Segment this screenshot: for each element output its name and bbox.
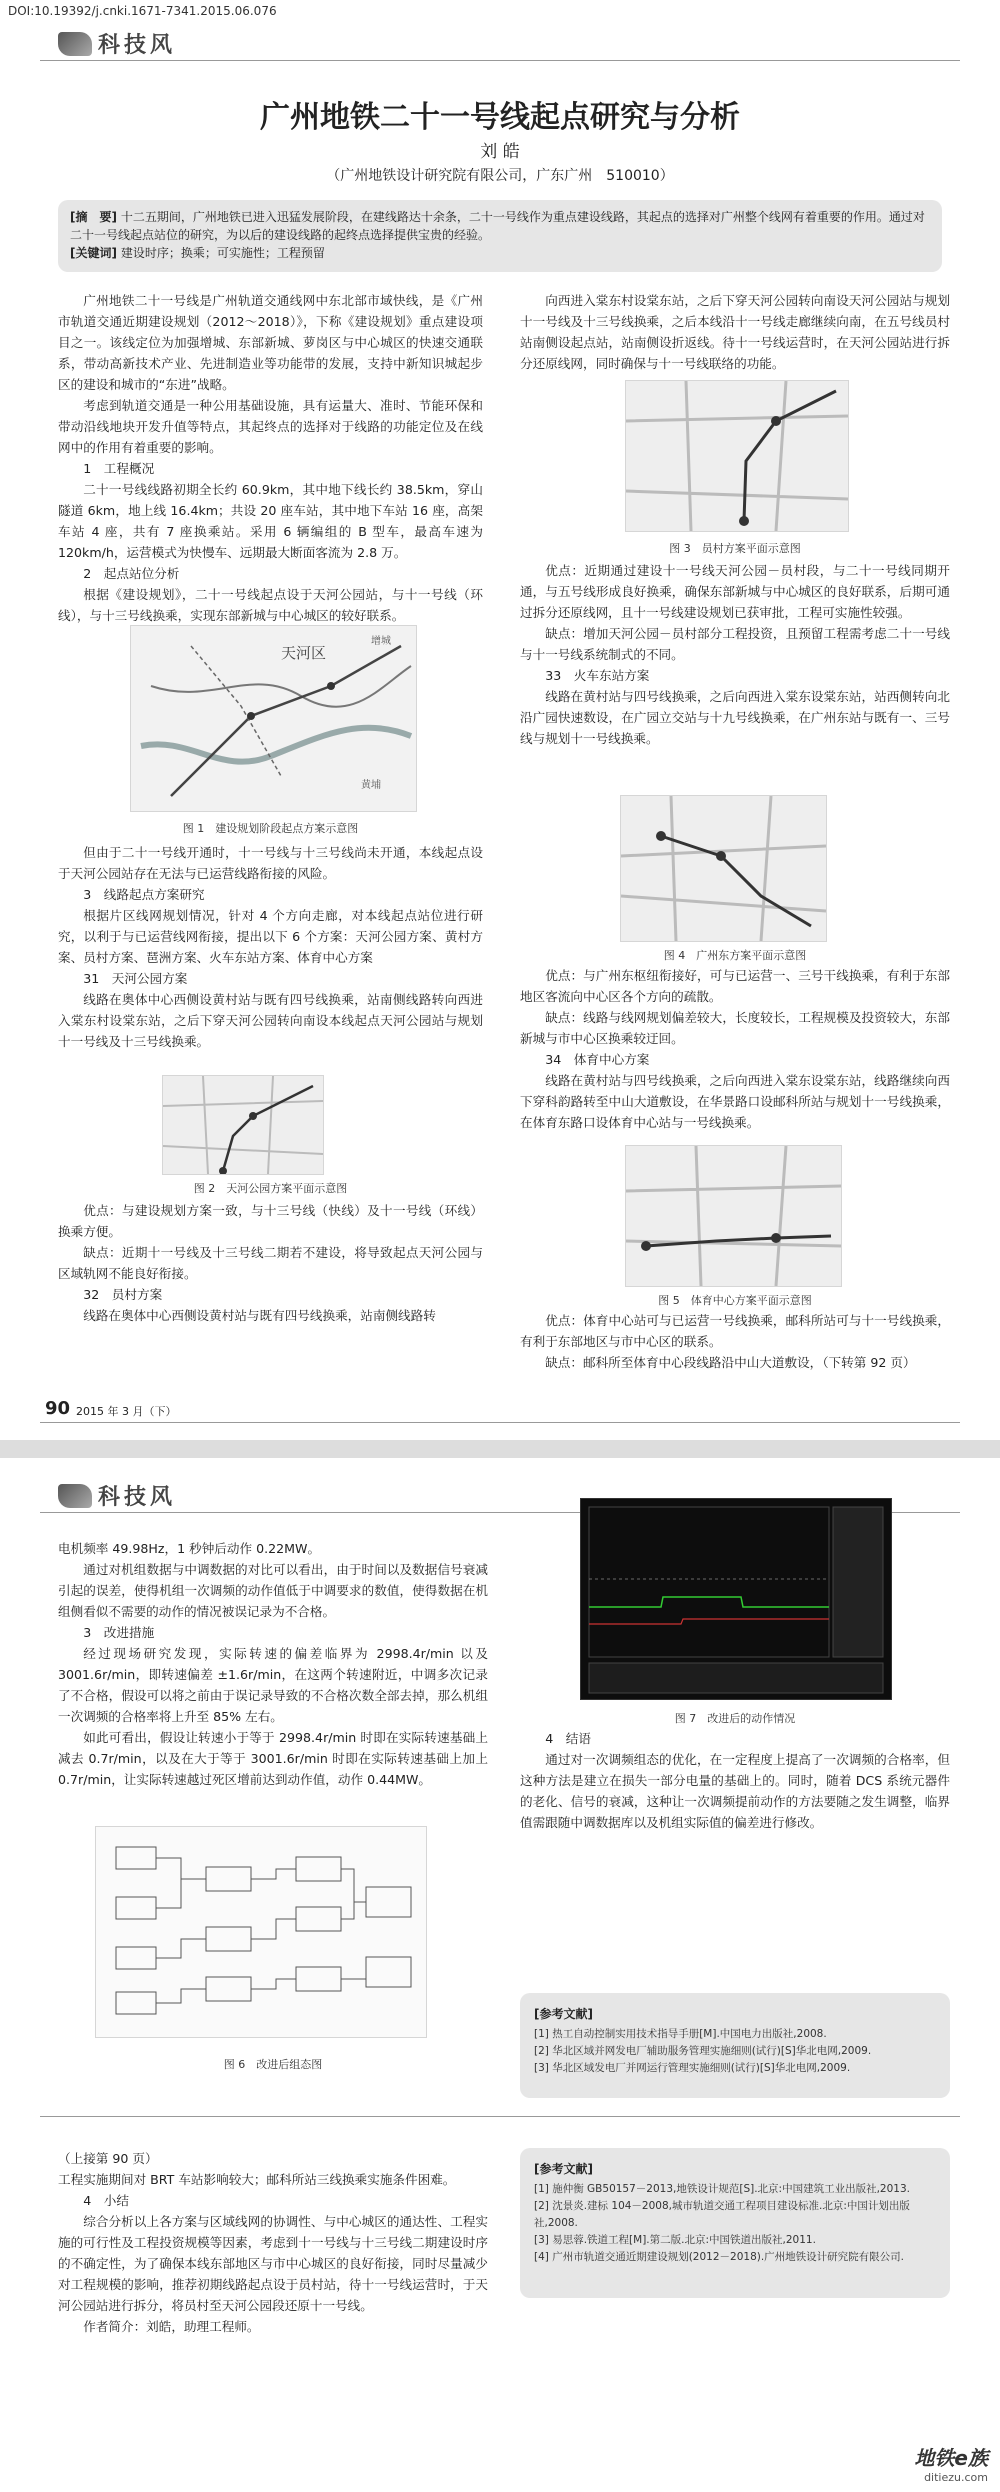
figure-4-map (620, 795, 827, 942)
paragraph: 优点：与广州东枢纽衔接好，可与已运营一、三号干线换乘，有利于东部地区客流向中心区各个方向的疏散。 (520, 968, 950, 1004)
figure-5-caption: 图 5 体育中心方案平面示意图 (658, 1294, 812, 1307)
abstract-text: 十二五期间，广州地铁已进入迅猛发展阶段，在建线路达十余条，二十一号线作为重点建设线路，其起点的选择对广州整个线网有着重要的作用。通过对二十一号线起点站位的研究，为以后的建设线路的起终点选择提供宝贵的经验。 (70, 210, 925, 242)
paragraph: 通过对一次调频组态的优化，在一定程度上提高了一次调频的合格率，但这种方法是建立在损失一部分电量的基础上的。同时，随着 DCS 系统元器件的老化、信号的衰减，这种让一次调频提前动作的方法要随之发生调整，临界值需跟随中调数据库以及机组实际值的偏差进行修改。 (520, 1752, 950, 1830)
paragraph: 电机频率 49.98Hz，1 秒钟后动作 0.22MW。 (58, 1541, 321, 1556)
paragraph: 优点：近期通过建设十一号线天河公园－员村段，与二十一号线同期开通，与五号线形成良好换乘，确保东部新城与中心城区的良好联系，后期可通过拆分还原线网，且十一号线建设规划已获审批，工程可实施性较强。 (520, 563, 950, 620)
logo-mark-icon (58, 32, 92, 56)
author-bio: 作者简介：刘皓，助理工程师。 (83, 2319, 260, 2334)
paragraph: 线路在黄村站与四号线换乘，之后向西进入棠东设棠东站，站西侧转向北沿广园快速数设，在广园立交站与十九号线换乘，在广州东站与既有一、三号线与规划十一号线换乘。 (520, 689, 950, 746)
left-column-3 (58, 1200, 483, 1326)
map-2-graphic (163, 1076, 323, 1174)
figure-2-map (162, 1075, 324, 1175)
paragraph: 通过对机组数据与中调数据的对比可以看出，由于时间以及数据信号衰减引起的误差，使得机组一次调频的动作值低于中调要求的数值，使得数据在机组侧看似不需要的动作的情况被误记录为不合格。 (58, 1562, 488, 1619)
references-box-2 (520, 2148, 950, 2298)
paragraph: 二十一号线线路初期全长约 60.9km，其中地下线长约 38.5km，穿山隧道 6km，地上线 16.4km；共设 20 座车站，其中地下车站 16 座，高架车站 4 座，共有 7 座换乘站。采用 6 辆编组的 B 型车，最高车速为 120km/h，运营模式为快慢车、远期最大断面客流为 2.8 万。 (58, 482, 483, 560)
figure-3-caption: 图 3 员村方案平面示意图 (669, 542, 801, 555)
doi-line: DOI:10.19392/j.cnki.1671-7341.2015.06.076 (8, 4, 277, 18)
section-heading: 31 天河公园方案 (83, 971, 188, 986)
continuation-label: （上接第 90 页） (58, 2151, 158, 2166)
watermark (914, 2442, 988, 2484)
map1-label-zengcheng: 增城 (371, 636, 391, 647)
map-3-graphic (626, 381, 848, 531)
continuation-column (58, 2148, 488, 2337)
article-title: 广州地铁二十一号线起点研究与分析 (260, 100, 740, 135)
paragraph: 如此可看出，假设让转速小于等于 2998.4r/min 时即在实际转速基础上减去 0.7r/min，以及在大于等于 3001.6r/min 时即在实际转速基础上加上 0.7r/min，让实际转速越过死区增前达到动作值，动作 0.44MW。 (58, 1730, 488, 1787)
section-heading: 32 员村方案 (83, 1287, 163, 1302)
page-2 (0, 1458, 1000, 2492)
section-heading: 34 体育中心方案 (545, 1052, 650, 1067)
header-rule (40, 60, 960, 61)
p2-left-column (58, 1538, 488, 1790)
watermark-url: ditiezu.com (924, 2471, 988, 2484)
logo-mark-icon (58, 1484, 92, 1508)
section-heading: 33 火车东站方案 (545, 668, 650, 683)
author: 刘 皓 (480, 142, 520, 162)
reference-item: [3] 华北区域发电厂并网运行管理实施细则(试行)[S]华北电网,2009. (534, 2062, 851, 2074)
paragraph: 优点：体育中心站可与已运营一号线换乘，邮科所站可与十一号线换乘，有利于东部地区与市中心区的联系。 (520, 1313, 950, 1349)
map-4-graphic (621, 796, 826, 941)
figure-1-caption: 图 1 建设规划阶段起点方案示意图 (182, 822, 359, 835)
paragraph: 线路在奥体中心西侧设黄村站与既有四号线换乘，站南侧线路转向西进入棠东村设棠东站，之后下穿天河公园转向南设本线起点天河公园站与规划十一号线及十三号线换乘。 (58, 992, 483, 1049)
reference-item: [2] 华北区域并网发电厂辅助服务管理实施细则(试行)[S]华北电网,2009. (534, 2045, 872, 2057)
conclusion-heading: 4 小结 (83, 2193, 129, 2208)
reference-item: [1] 热工自动控制实用技术指导手册[M].中国电力出版社,2008. (534, 2028, 827, 2040)
paragraph: 但由于二十一号线开通时，十一号线与十三号线尚未开通，本线起点设于天河公园站存在无法与已运营线路衔接的风险。 (58, 845, 483, 881)
keywords-text: 建设时序；换乘；可实施性；工程预留 (120, 246, 325, 260)
section-heading: 2 起点站位分析 (83, 566, 180, 581)
paragraph: 优点：与建设规划方案一致，与十三号线（快线）及十一号线（环线）换乘方便。 (58, 1203, 483, 1239)
p2-right-column (520, 1728, 950, 1833)
figure-4-caption: 图 4 广州东方案平面示意图 (663, 949, 807, 962)
figure-6-diagram (95, 1826, 427, 2038)
paragraph: 考虑到轨道交通是一种公用基础设施，具有运量大、准时、节能环保和带动沿线地块开发升值等特点，其起终点的选择对于线路的功能定位及在线网中的作用有着重要的影响。 (58, 398, 483, 455)
issue-date: 2015 年 3 月（下） (76, 1405, 177, 1418)
paragraph: 向西进入棠东村设棠东站，之后下穿天河公园转向南设天河公园站与规划十一号线及十三号线换乘，之后本线沿十一号线走廊继续向南，在五号线员村站南侧设起点站，站南侧设折返线。待十一号线运营时，在天河公园站进行拆分还原线网，同时确保与十一号线联络的功能。 (520, 293, 950, 371)
paragraph: 经过现场研究发现，实际转速的偏差临界为 2998.4r/min 以及 3001.6r/min，即转速偏差 ±1.6r/min，在这两个转速附近，中调多次记录了不合格，假设可以将之前由于误记录导致的不合格次数全部去掉，那么机组一次调频的合格率将上升至 85% 左右。 (58, 1646, 488, 1724)
map1-label-huangpu: 黄埔 (361, 780, 381, 791)
affiliation: （广州地铁设计研究院有限公司，广东广州 510010） (326, 168, 674, 184)
paragraph: 缺点：线路与线网规划偏差较大，长度较长，工程规模及投资较大，东部新城与市中心区换乘较迂回。 (520, 1010, 950, 1046)
reference-item: [3] 易思蓉.铁道工程[M].第二版.北京:中国铁道出版社,2011. (534, 2234, 816, 2246)
figure-2-caption: 图 2 天河公园方案平面示意图 (193, 1182, 348, 1195)
paragraph: 缺点：增加天河公园－员村部分工程投资，且预留工程需考虑二十一号线与十一号线系统制式的不同。 (520, 626, 950, 662)
right-column-3 (520, 965, 950, 1133)
page-number: 90 (45, 1398, 71, 1419)
section-heading: 3 改进措施 (83, 1625, 155, 1640)
abstract-label: [摘 要] (70, 210, 117, 224)
paragraph: 线路在黄村站与四号线换乘，之后向西进入棠东设棠东站，线路继续向西下穿科韵路转至中山大道敷设，在华景路口设邮科所站与规划十一号线换乘，在体育东路口设体育中心站与一号线换乘。 (520, 1073, 950, 1130)
figure-3-map (625, 380, 849, 532)
continuation-text: 工程实施期间对 BRT 车站影响较大；邮科所站三线换乘实施条件困难。 (58, 2172, 456, 2187)
figure-6-caption: 图 6 改进后组态图 (223, 2058, 323, 2071)
figure-5-map (625, 1145, 842, 1287)
figure-7-chart (580, 1498, 892, 1700)
section-heading: 3 线路起点方案研究 (83, 887, 205, 902)
map-5-graphic (626, 1146, 841, 1286)
keywords-label: [关键词] (70, 246, 117, 260)
logo-text: 科技风 (98, 32, 177, 58)
paragraph: 缺点：近期十一号线及十三号线二期若不建设，将导致起点天河公园与区域轨网不能良好衔接。 (58, 1245, 483, 1281)
abstract-box (58, 200, 942, 272)
watermark-text: 地铁e族 (914, 2446, 988, 2470)
page-gap (0, 1440, 1000, 1458)
references-title-2: [参考文献] (534, 2162, 593, 2176)
logo-text-2: 科技风 (98, 1484, 177, 1510)
page-2-rule (40, 2116, 960, 2117)
paragraph: 根据《建设规划》，二十一号线起点设于天河公园站，与十一号线（环线），与十三号线换乘，实现东部新城与中心城区的较好联系。 (58, 587, 483, 623)
map1-label-tianhe: 天河区 (281, 644, 327, 662)
paragraph: 线路在奥体中心西侧设黄村站与既有四号线换乘，站南侧线路转 (83, 1308, 436, 1323)
references-title-1: [参考文献] (534, 2007, 593, 2021)
logic-diagram-graphic (96, 1827, 426, 2037)
references-box-1 (520, 1993, 950, 2098)
figure-7-caption: 图 7 改进后的动作情况 (674, 1712, 796, 1725)
left-column-1 (58, 290, 483, 626)
section-heading: 4 结语 (545, 1731, 591, 1746)
trend-chart-graphic (581, 1499, 891, 1699)
journal-logo-2 (58, 1480, 176, 1511)
paragraph: 缺点：邮科所至体育中心段线路沿中山大道敷设，（下转第 92 页） (545, 1355, 916, 1370)
paragraph: 根据片区线网规划情况，针对 4 个方向走廊，对本线起点站位进行研究，以利于与已运营线网衔接，提出以下 6 个方案：天河公园方案、黄村方案、员村方案、琶洲方案、火车东站方案、体育中心方案 (58, 908, 483, 965)
right-column-4 (520, 1310, 950, 1373)
right-column-2 (520, 560, 950, 749)
journal-logo (58, 28, 176, 59)
paragraph: 广州地铁二十一号线是广州轨道交通线网中东北部市域快线，是《广州市轨道交通近期建设规划（2012～2018）》，下称《建设规划》重点建设项目之一。该线定位为加强增城、东部新城、萝岗区与中心城区的快速交通联系，带动高新技术产业、先进制造业等功能带的发展，支持中新知识城起步区的建设和城市的“东进”战略。 (58, 293, 483, 392)
figure-1-map (130, 625, 417, 812)
conclusion-text: 综合分析以上各方案与区域线网的协调性、与中心城区的通达性、工程实施的可行性及工程投资规模等因素，考虑到十一号线与十三号线二期建设时序的不确定性，为了确保本线东部地区与市中心城区的良好衔接，同时尽量减少对工程规模的影响，推荐初期线路起点设于员村站，待十一号线运营时，于天河公园站进行拆分，将员村至天河公园段还原十一号线。 (58, 2214, 488, 2313)
reference-item: [1] 施仲衡 GB50157－2013,地铁设计规范[S].北京:中国建筑工业出版社,2013. (534, 2183, 910, 2195)
footer-rule (40, 1422, 960, 1423)
section-heading: 1 工程概况 (83, 461, 155, 476)
reference-item: [2] 沈景炎.建标 104－2008,城市轨道交通工程项目建设标准.北京:中国计划出版社,2008. (534, 2200, 910, 2229)
reference-item: [4] 广州市轨道交通近期建设规划(2012－2018).广州地铁设计研究院有限公司. (534, 2251, 905, 2263)
left-column-2 (58, 842, 483, 1052)
right-column-1 (520, 290, 950, 374)
